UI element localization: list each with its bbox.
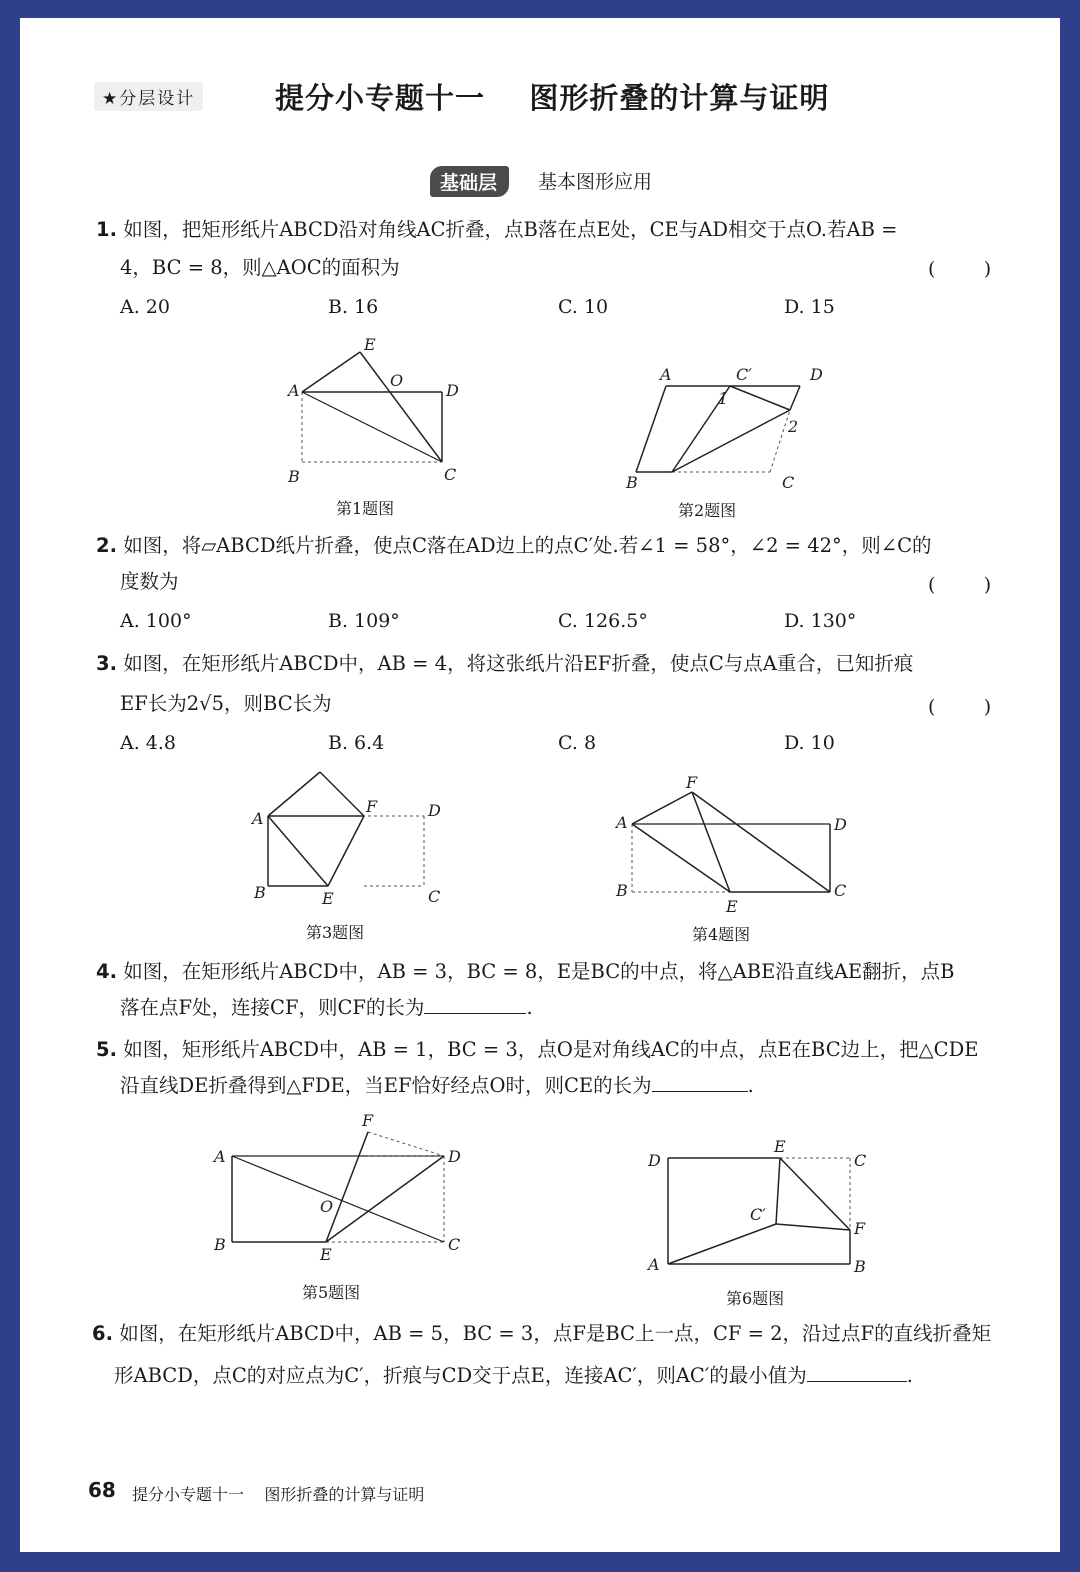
figure-caption: 第6题图 bbox=[726, 1289, 785, 1308]
figure-caption: 第4题图 bbox=[692, 925, 751, 944]
angle-label: 1 bbox=[718, 389, 729, 408]
point-label: D bbox=[428, 801, 441, 820]
point-label: D bbox=[446, 381, 459, 400]
figure-2 bbox=[620, 362, 840, 496]
point-label: A bbox=[288, 381, 300, 400]
answer-blank[interactable] bbox=[424, 995, 526, 1014]
point-label: C bbox=[834, 881, 847, 900]
point-label: D bbox=[448, 1147, 461, 1166]
question-text: 形ABCD，点C的对应点为C′，折痕与CD交于点E，连接AC′，则AC′的最小值为 bbox=[114, 1364, 807, 1387]
point-label: A bbox=[616, 813, 628, 832]
figure-4 bbox=[610, 774, 860, 918]
question-5-line1 bbox=[96, 1032, 978, 1068]
question-4-line2: 落在点F处，连接CF，则CF的长为 . bbox=[120, 996, 533, 1019]
point-label: B bbox=[616, 881, 628, 900]
point-label: A bbox=[648, 1255, 660, 1274]
point-label: F bbox=[686, 774, 698, 792]
point-label: A bbox=[252, 809, 264, 828]
question-number: 2. bbox=[96, 534, 117, 557]
section-tag: ★分层设计 bbox=[94, 82, 203, 111]
question-2-line2: 度数为 bbox=[120, 570, 179, 593]
point-label: E bbox=[322, 889, 334, 908]
page-number: 68 bbox=[88, 1478, 116, 1502]
question-text: 如图，将▱ABCD纸片折叠，使点C落在AD边上的点C′处.若∠1 = 58°，∠2 = 42°，则∠C的 bbox=[123, 534, 932, 557]
question-number: 3. bbox=[96, 652, 117, 675]
question-text: 如图，把矩形纸片ABCD沿对角线AC折叠，点B落在点E处，CE与AD相交于点O.若AB = bbox=[123, 218, 898, 241]
question-number: 1. bbox=[96, 218, 117, 241]
option: B. 6.4 bbox=[328, 732, 385, 754]
point-label: C bbox=[782, 473, 795, 492]
option: A. 100° bbox=[120, 610, 192, 632]
answer-blank[interactable] bbox=[652, 1073, 748, 1092]
answer-bracket: ( ) bbox=[928, 696, 992, 718]
figure-6 bbox=[642, 1138, 882, 1282]
point-label: F bbox=[854, 1219, 866, 1238]
angle-label: 2 bbox=[788, 417, 799, 436]
answer-bracket: ( ) bbox=[928, 574, 992, 596]
question-1-line2: 4，BC = 8，则△AOC的面积为 bbox=[120, 256, 400, 279]
option: D. 15 bbox=[784, 296, 835, 318]
answer-blank[interactable] bbox=[807, 1363, 907, 1382]
point-label: C bbox=[444, 465, 457, 484]
point-label: C bbox=[428, 887, 441, 906]
question-number: 4. bbox=[96, 960, 117, 983]
point-label: D bbox=[648, 1151, 661, 1170]
question-number: 6. bbox=[92, 1322, 113, 1345]
point-label: O bbox=[320, 1197, 334, 1216]
question-2-line1 bbox=[96, 528, 932, 564]
option: C. 8 bbox=[558, 732, 597, 754]
point-label: B bbox=[254, 883, 266, 902]
option: C. 10 bbox=[558, 296, 609, 318]
point-label: B bbox=[854, 1257, 866, 1276]
question-3-line1 bbox=[96, 646, 913, 682]
level-title: 基本图形应用 bbox=[538, 171, 653, 193]
point-label: B bbox=[214, 1235, 226, 1254]
figure-caption: 第1题图 bbox=[336, 499, 395, 518]
point-label: F bbox=[362, 1112, 374, 1130]
point-label: E bbox=[364, 335, 376, 354]
point-label: O bbox=[390, 371, 404, 390]
point-label: C′ bbox=[750, 1205, 766, 1224]
page-title: 提分小专题十一 图形折叠的计算与证明 bbox=[275, 81, 830, 115]
point-label: B bbox=[288, 467, 300, 486]
point-label: D bbox=[810, 365, 823, 384]
point-label: A bbox=[214, 1147, 226, 1166]
answer-bracket: ( ) bbox=[928, 258, 992, 280]
point-label: A bbox=[660, 365, 672, 384]
option: D. 130° bbox=[784, 610, 857, 632]
point-label: C bbox=[448, 1235, 461, 1254]
point-label: F bbox=[366, 797, 378, 816]
question-text: 如图，在矩形纸片ABCD中，AB = 3，BC = 8，E是BC的中点，将△ABE沿直线AE翻折，点B bbox=[123, 960, 955, 983]
page bbox=[20, 18, 1060, 1552]
figure-caption: 第2题图 bbox=[678, 501, 737, 520]
level-badge: 基础层 bbox=[430, 166, 509, 197]
point-label: D bbox=[834, 815, 847, 834]
figure-1 bbox=[280, 334, 480, 498]
option: A. 20 bbox=[120, 296, 170, 318]
question-text: 如图，在矩形纸片ABCD中，AB = 4，将这张纸片沿EF折叠，使点C与点A重合，已知折痕 bbox=[123, 652, 914, 675]
question-1-line1 bbox=[96, 212, 897, 248]
point-label: C bbox=[854, 1151, 867, 1170]
point-label: E bbox=[774, 1138, 786, 1156]
question-text: 沿直线DE折叠得到△FDE，当EF恰好经点O时，则CE的长为 bbox=[120, 1074, 652, 1097]
figure-5 bbox=[208, 1112, 478, 1266]
figure-caption: 第5题图 bbox=[302, 1283, 361, 1302]
point-label: E bbox=[320, 1245, 332, 1262]
footer-title: 提分小专题十一 图形折叠的计算与证明 bbox=[132, 1485, 425, 1504]
question-text: 落在点F处，连接CF，则CF的长为 bbox=[120, 996, 425, 1019]
question-3-line2: EF长为2√5，则BC长为 bbox=[120, 692, 332, 715]
point-label: C′ bbox=[736, 365, 752, 384]
question-text: 如图，在矩形纸片ABCD中，AB = 5，BC = 3，点F是BC上一点，CF = 2，沿过点F的直线折叠矩 bbox=[119, 1322, 992, 1345]
question-5-line2: 沿直线DE折叠得到△FDE，当EF恰好经点O时，则CE的长为 . bbox=[120, 1074, 754, 1097]
question-number: 5. bbox=[96, 1038, 117, 1061]
figure-3 bbox=[246, 768, 456, 912]
question-6-line1 bbox=[92, 1316, 991, 1352]
figure-caption: 第3题图 bbox=[306, 923, 365, 942]
option: B. 16 bbox=[328, 296, 379, 318]
question-4-line1 bbox=[96, 954, 954, 990]
point-label: B bbox=[626, 473, 638, 492]
point-label: E bbox=[726, 897, 738, 914]
option: B. 109° bbox=[328, 610, 400, 632]
option: D. 10 bbox=[784, 732, 835, 754]
question-6-line2: 形ABCD，点C的对应点为C′，折痕与CD交于点E，连接AC′，则AC′的最小值为 . bbox=[114, 1364, 913, 1387]
question-text: 如图，矩形纸片ABCD中，AB = 1，BC = 3，点O是对角线AC的中点，点E在BC边上，把△CDE bbox=[123, 1038, 979, 1061]
option: A. 4.8 bbox=[120, 732, 177, 754]
option: C. 126.5° bbox=[558, 610, 648, 632]
